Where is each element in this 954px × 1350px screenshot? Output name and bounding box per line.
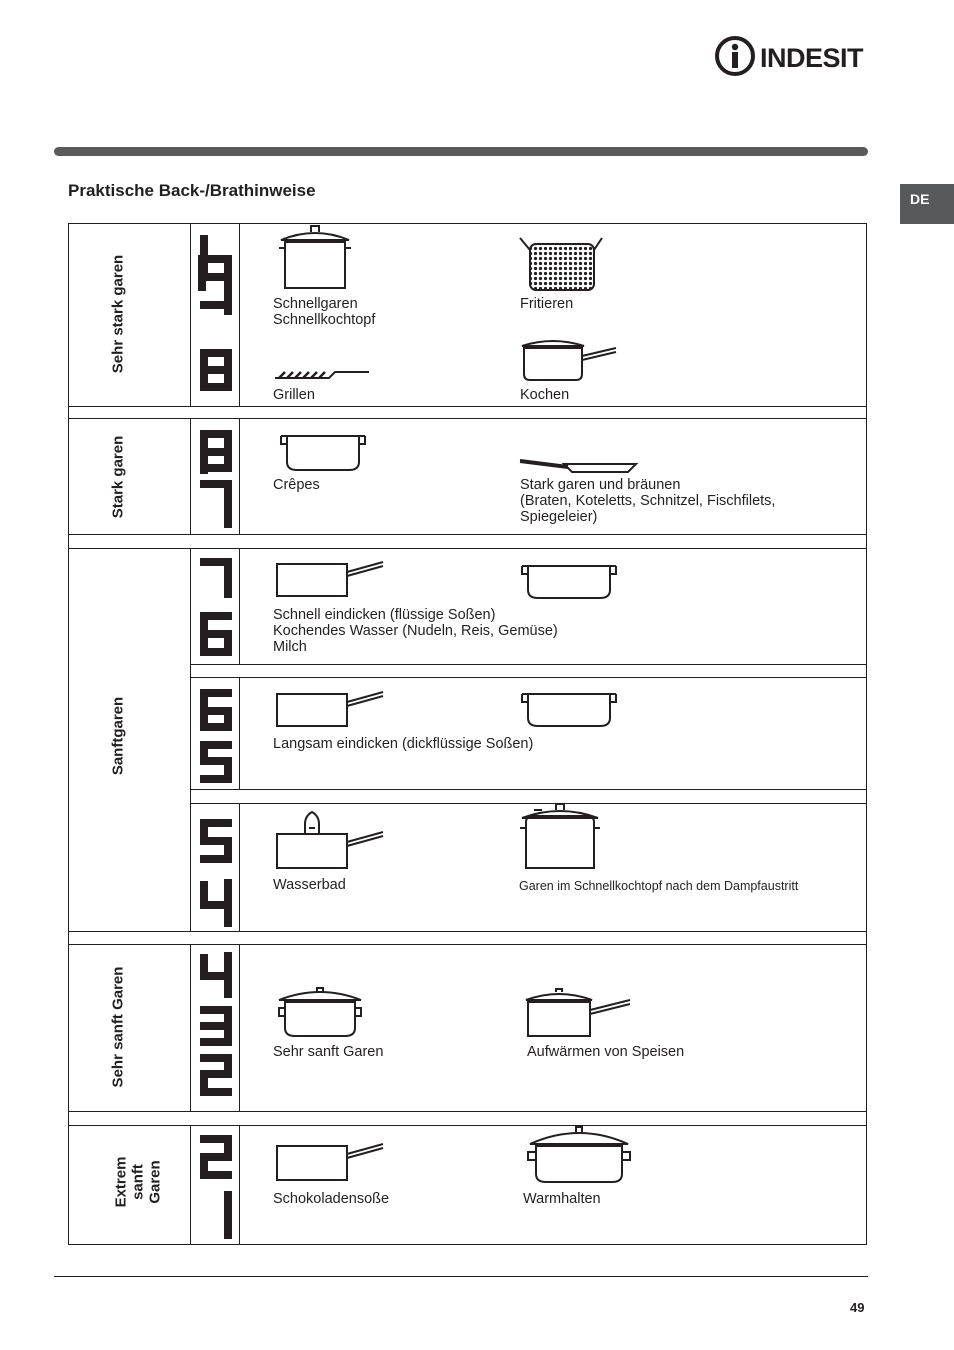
level-digits-4-5 (192, 805, 238, 930)
table-gap (68, 931, 867, 945)
divider (239, 944, 240, 1112)
divider (239, 1125, 240, 1245)
divider (190, 664, 867, 665)
divider (239, 803, 240, 932)
category-extreme-gentle: Extrem sanft Garen (112, 1156, 164, 1208)
table-section-very-strong (68, 223, 867, 407)
label-warmhalten: Warmhalten (523, 1191, 601, 1207)
svg-text:INDESIT: INDESIT (760, 43, 864, 73)
divider (190, 1125, 191, 1245)
divider (190, 548, 191, 932)
language-tab: DE (900, 184, 954, 224)
divider (239, 223, 240, 407)
pot-icon (518, 688, 620, 732)
covered-pot-icon (275, 986, 365, 1042)
level-digits-1-2 (192, 1127, 238, 1243)
category-very-gentle: Sehr sanft Garen (109, 966, 127, 1088)
grill-pan-icon (273, 362, 373, 384)
divider (190, 677, 867, 678)
covered-pot-icon (522, 1124, 636, 1186)
indesit-logo (714, 34, 870, 78)
label-wasserbad: Wasserbad (273, 877, 346, 893)
label-aufwaermen: Aufwärmen von Speisen (527, 1044, 685, 1060)
table-section-extreme-gentle (68, 1125, 867, 1245)
label-langsam: Langsam eindicken (dickflüssige Soßen) (273, 736, 534, 752)
saucepan-lid-icon (518, 334, 622, 384)
label-kochen: Kochen (520, 387, 570, 403)
fryer-basket-icon (518, 236, 604, 294)
label-crepes: Crêpes (273, 477, 320, 493)
divider (190, 223, 191, 407)
label-schokoladensosse: Schokoladensoße (273, 1191, 390, 1207)
label-schnellgaren: Schnellgaren Schnellkochtopf (273, 296, 376, 328)
table-gap (68, 534, 867, 549)
level-digits-2-3-4 (192, 946, 238, 1110)
level-digits-6-7 (192, 550, 238, 663)
page-number: 49 (850, 1300, 865, 1315)
label-fritieren: Fritieren (520, 296, 574, 312)
divider (239, 677, 240, 790)
pressure-cooker-icon (518, 802, 604, 874)
level-digits-5-6 (192, 679, 238, 788)
pressure-cooker-icon (275, 224, 355, 292)
frying-pan-icon (518, 452, 642, 474)
divider (190, 789, 867, 790)
level-digits-9-b-8 (192, 225, 238, 405)
label-grillen: Grillen (273, 387, 315, 403)
pot-icon (518, 560, 620, 604)
top-rule (54, 147, 868, 156)
divider (190, 418, 191, 535)
level-digits-7-8 (192, 420, 238, 533)
table-gap (68, 1111, 867, 1126)
page-heading: Praktische Back-/Brathinweise (68, 181, 316, 200)
water-bath-icon (275, 806, 387, 872)
saucepan-icon (275, 1138, 387, 1184)
divider (239, 548, 240, 665)
label-braeunen: Stark garen und bräunen (Braten, Koteletts, Schnitzel, Fischfilets, Spiegeleier) (520, 477, 776, 525)
category-very-strong: Sehr stark garen (109, 254, 127, 374)
saucepan-icon (275, 556, 387, 602)
table-section-very-gentle (68, 944, 867, 1112)
pot-icon (275, 430, 371, 474)
divider (190, 944, 191, 1112)
divider (239, 418, 240, 535)
category-gentle: Sanftgaren (109, 696, 127, 776)
category-strong: Stark garen (109, 435, 127, 519)
label-eindicken: Schnell eindicken (flüssige Soßen) Kochendes Wasser (Nudeln, Reis, Gemüse) Milch (273, 607, 558, 655)
footer-rule (54, 1276, 868, 1277)
saucepan-icon (275, 686, 387, 732)
saucepan-lid-icon (524, 986, 636, 1042)
label-dampfaustritt: Garen im Schnellkochtopf nach dem Dampfaustritt (519, 879, 799, 893)
label-sehr-sanft: Sehr sanft Garen (273, 1044, 384, 1060)
